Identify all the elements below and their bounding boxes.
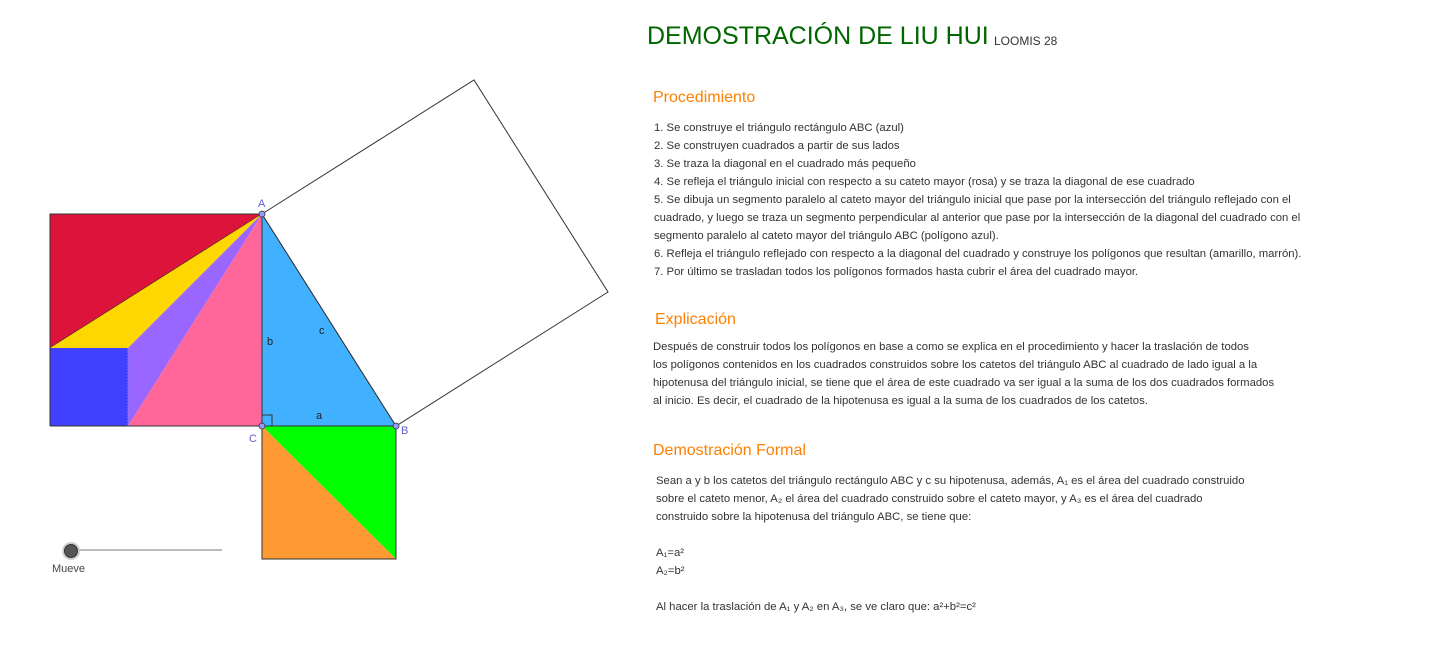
demostracion-line: Al hacer la traslación de A₁ y A₂ en A₃, se ve claro que: a²+b²=c² xyxy=(656,601,976,613)
demostracion-line: construido sobre la hipotenusa del triángulo ABC, se tiene que: xyxy=(656,511,972,523)
page-title: DEMOSTRACIÓN DE LIU HUI xyxy=(647,22,989,50)
side-label-a: a xyxy=(316,410,323,422)
demostracion-line: A₁=a² xyxy=(656,547,684,559)
demostracion-line: Sean a y b los catetos del triángulo rectángulo ABC y c su hipotenusa, además, A₁ es el área del cuadrado construido xyxy=(656,475,1245,487)
procedimiento-line: 5. Se dibuja un segmento paralelo al cateto mayor del triángulo inicial que pase por la intersección del triángulo reflejado con el xyxy=(654,194,1291,206)
slider-knob[interactable] xyxy=(64,544,78,558)
demostracion-text xyxy=(656,472,1244,616)
procedimiento-heading: Procedimiento xyxy=(653,89,756,106)
explicacion-line: Después de construir todos los polígonos en base a como se explica en el procedimiento y hacer la traslación de todos xyxy=(653,341,1249,353)
demostracion-line: sobre el cateto menor, A₂ el área del cuadrado construido sobre el cateto mayor, y A₃ es el área del cuadrado xyxy=(656,493,1203,505)
demostracion-heading: Demostración Formal xyxy=(653,442,806,459)
demostracion-line xyxy=(656,526,1244,544)
explicacion-heading: Explicación xyxy=(655,311,736,328)
slider-track[interactable] xyxy=(71,549,222,551)
page-subtitle: LOOMIS 28 xyxy=(994,34,1058,48)
procedimiento-line: 3. Se traza la diagonal en el cuadrado más pequeño xyxy=(654,158,916,170)
side-label-c: c xyxy=(319,325,325,337)
slider-label: Mueve xyxy=(52,563,86,575)
point-label-c: C xyxy=(249,433,257,445)
demostracion-line xyxy=(656,580,1244,598)
procedimiento-line: 2. Se construyen cuadrados a partir de sus lados xyxy=(654,140,900,152)
point-b[interactable] xyxy=(393,423,399,429)
procedimiento-line: 7. Por último se trasladan todos los polígonos formados hasta cubrir el área del cuadrado mayor. xyxy=(654,266,1139,278)
explicacion-line: los polígonos contenidos en los cuadrados construidos sobre los catetos del triángulo ABC al cuadrado de lado igual a la xyxy=(653,359,1258,371)
explicacion-text xyxy=(653,338,1274,410)
point-label-a: A xyxy=(258,198,266,210)
point-c[interactable] xyxy=(259,423,265,429)
explicacion-line: hipotenusa del triángulo inicial, se tiene que el área de este cuadrado va ser igual a la suma de los dos cuadrados formados xyxy=(653,377,1275,389)
procedimiento-line: 6. Refleja el triángulo reflejado con respecto a la diagonal del cuadrado y construye los polígonos que resultan (amarillo, marrón). xyxy=(654,248,1302,260)
procedimiento-line: cuadrado, y luego se traza un segmento perpendicular al anterior que pase por la intersección de la diagonal del cuadrado con el xyxy=(654,212,1301,224)
procedimiento-line: segmento paralelo al cateto mayor del triángulo ABC (polígono azul). xyxy=(654,230,999,242)
explicacion-line: al inicio. Es decir, el cuadrado de la hipotenusa es igual a la suma de los cuadrados de los catetos. xyxy=(653,395,1148,407)
procedimiento-text xyxy=(654,119,1301,281)
side-label-b: b xyxy=(267,336,274,348)
procedimiento-line: 1. Se construye el triángulo rectángulo ABC (azul) xyxy=(654,122,904,134)
point-label-b: B xyxy=(401,425,409,437)
point-a[interactable] xyxy=(259,211,265,217)
demostracion-line: A₂=b² xyxy=(656,565,685,577)
blue-polygon xyxy=(50,348,128,426)
procedimiento-line: 4. Se refleja el triángulo inicial con respecto a su cateto mayor (rosa) y se traza la diagonal de ese cuadrado xyxy=(654,176,1195,188)
